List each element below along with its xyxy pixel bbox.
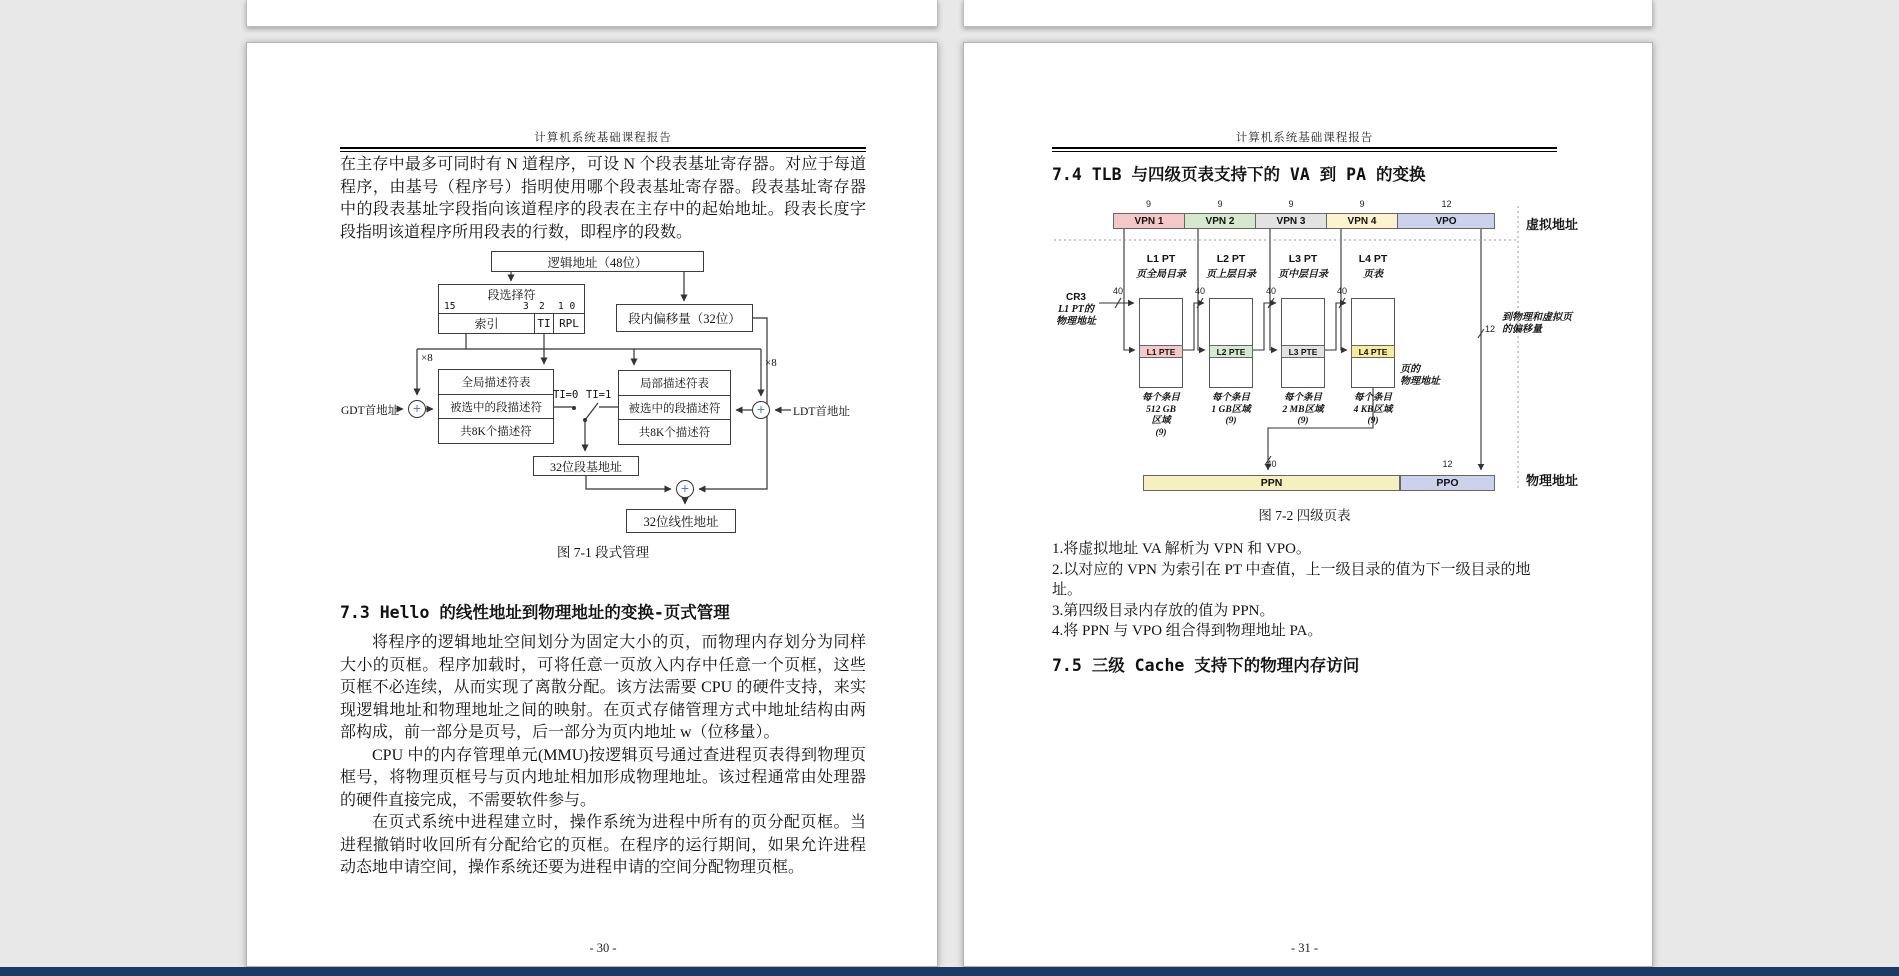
l3-pt-subtitle: 页中层目录: [1278, 269, 1328, 280]
caption-line: 4 KB区域: [1353, 404, 1393, 415]
ti1-label: TI=1: [586, 389, 612, 401]
l1-pt-title: L1 PT: [1146, 253, 1176, 265]
ppo-box: PPO: [1400, 475, 1495, 491]
previous-page-bottom-right: [963, 0, 1653, 27]
paragraph-page-frames: 在页式系统中进程建立时，操作系统为进程中所有的页分配页框。当进程撤销时收回所有分配给它的页框。在程序的运行期间，如果允许进程动态地申请空间，操作系统还要为进程申请的空间分配物理页框。: [340, 814, 866, 876]
gdt-table: [438, 369, 554, 444]
ppn-box: PPN: [1143, 475, 1400, 491]
cr3-line3: 物理地址: [1056, 316, 1096, 327]
l3-pt-title: L3 PT: [1288, 253, 1318, 265]
vpn1-box: VPN 1: [1113, 213, 1185, 229]
l4-pte-cell: L4 PTE: [1351, 345, 1395, 358]
bits40-l3: 40: [1265, 286, 1276, 296]
field-ti: TI: [534, 314, 554, 334]
adder-gdt: +: [408, 400, 426, 418]
l1-table-caption: [1126, 393, 1196, 439]
caption-line: 1 GB区域: [1211, 404, 1251, 415]
box-segment-base-address: 32位段基地址: [533, 456, 639, 476]
caption-line: (9): [1155, 427, 1167, 438]
paragraph-text: 在主存中最多可同时有 N 道程序，可设 N 个段表基址寄存器。对应于每道程序，由基号（程序号）指明使用哪个段表基址寄存器。段表基址寄存器中的段表基址字段指向该道程序的段表在主存中的起始地址。段表长度字段指明该道程序所用段表的行数，即程序的段数。: [340, 156, 866, 241]
section-7-3-body: [340, 632, 866, 880]
ppo-bits: 12: [1442, 459, 1453, 469]
figure-7-2-connectors: [1024, 198, 1644, 498]
paragraph-segment-registers: [340, 154, 866, 244]
vpn3-bits: 9: [1288, 199, 1294, 209]
times-8-left-label: ×8: [421, 352, 433, 364]
field-index: 索引: [474, 317, 499, 331]
page-number-30: - 30 -: [589, 941, 617, 955]
l2-pt-title: L2 PT: [1216, 253, 1246, 265]
gdt-row-title: 全局描述符表: [461, 376, 531, 389]
bit-label-15: 15: [444, 301, 456, 312]
figure-7-2-caption: 图 7-2 四级页表: [1258, 508, 1351, 523]
step-2: 2.以对应的 VPN 为索引在 PT 中查值，上一级目录的值为下一级目录的地址。: [1052, 561, 1531, 598]
adder-linear: +: [676, 480, 694, 498]
page-phys-line1: 页的: [1400, 364, 1420, 375]
caption-line: (9): [1297, 416, 1309, 426]
document-page-31: [963, 42, 1653, 967]
header-rule: [1052, 147, 1557, 152]
page-header-title: 计算机系统基础课程报告: [1235, 132, 1374, 144]
l4-table-caption: [1338, 393, 1408, 428]
cr3-note: [1052, 292, 1100, 328]
l2-pte-cell: L2 PTE: [1209, 345, 1253, 358]
box-segment-selector: [438, 284, 585, 334]
ldt-row-title: 局部描述符表: [640, 377, 709, 390]
previous-page-bottom-left: [246, 0, 938, 27]
heading-7-3: 7.3 Hello 的线性地址到物理地址的变换-页式管理: [340, 603, 730, 622]
step-3: 3.第四级目录内存放的值为 PPN。: [1052, 602, 1275, 619]
box-linear-address: 32位线性地址: [626, 509, 736, 533]
bits40-l2: 40: [1194, 286, 1205, 296]
caption-line: 每个条目: [1353, 393, 1392, 403]
ti0-label: TI=0: [553, 389, 579, 401]
caption-line: 512 GB: [1146, 404, 1176, 415]
page-phys-line2: 物理地址: [1400, 376, 1440, 387]
l3-pt-table: [1281, 298, 1325, 388]
figure-7-1-caption: 图 7-1 段式管理: [556, 545, 650, 560]
l3-table-caption: [1268, 393, 1338, 428]
document-page-30: [246, 42, 938, 967]
vpn1-bits: 9: [1145, 199, 1151, 209]
step-4: 4.将 PPN 与 VPO 组合得到物理地址 PA。: [1052, 623, 1323, 639]
physical-address-label: 物理地址: [1526, 473, 1579, 488]
bit-label-3: 3: [523, 301, 529, 312]
gdt-base-label: GDT首地址: [341, 405, 400, 417]
l2-pt-subtitle: 页上层目录: [1206, 269, 1256, 280]
ldt-table: [618, 370, 731, 445]
caption-line: 每个条目: [1141, 393, 1180, 403]
paragraph-paging-intro: 将程序的逻辑地址空间划分为固定大小的页，而物理内存划分为同样大小的页框。程序加载时，可将任意一页放入内存中任意一个页框，这些页框不必连续，从而实现了离散分配。该方法需要 CPU 的硬件支持，来实现逻辑地址和物理地址之间的映射。在页式存储管理方式中地址结构由两部构成，前一部分是页号，后一部分为页内地址 w（位移量）。: [340, 634, 866, 741]
header-rule: [340, 147, 866, 152]
segment-selector-title: 段选择符: [487, 288, 536, 302]
l2-pt-header: [1191, 253, 1271, 280]
paragraph-mmu: CPU 中的内存管理单元(MMU)按逻辑页号通过查进程页表得到物理页框号，将物理页框号与页内地址相加形成物理地址。该过程通常由处理器的硬件直接完成，不需要软件参与。: [340, 746, 866, 809]
l2-table-caption: [1196, 393, 1266, 428]
cr3-label: CR3: [1065, 292, 1086, 303]
translation-steps: [1052, 539, 1557, 642]
caption-line: 区域: [1151, 416, 1171, 426]
l1-pt-subtitle: 页全局目录: [1136, 269, 1186, 280]
caption-line: (9): [1225, 416, 1237, 426]
figure-7-1: [327, 243, 887, 543]
bit-label-1-0: 1 0: [558, 301, 576, 312]
adder-ldt: +: [752, 401, 770, 419]
offset-note: [1502, 312, 1572, 336]
l1-pte-cell: L1 PTE: [1139, 345, 1183, 358]
bit-label-2: 2: [539, 301, 545, 312]
times-8-right-label: ×8: [765, 357, 777, 369]
page-header-title: 计算机系统基础课程报告: [534, 132, 672, 144]
caption-line: (9): [1367, 416, 1379, 426]
bits40-cr3: 40: [1112, 286, 1123, 296]
l1-pt-table: [1139, 298, 1183, 388]
bottom-taskbar: [0, 967, 1899, 976]
offset-note-line2: 的偏移量: [1502, 324, 1542, 335]
vpo-bits: 12: [1441, 199, 1452, 209]
vpn2-bits: 9: [1217, 199, 1223, 209]
vpo-box: VPO: [1397, 213, 1495, 229]
l4-pt-header: [1333, 253, 1413, 280]
box-logical-address: 逻辑地址（48位）: [491, 251, 704, 272]
ppn-bits: 40: [1266, 459, 1277, 469]
virtual-address-label: 虚拟地址: [1526, 217, 1579, 232]
vpn2-box: VPN 2: [1184, 213, 1256, 229]
field-rpl: RPL: [559, 317, 579, 330]
ldt-row-count: 共8K个描述符: [619, 419, 730, 444]
vpn3-box: VPN 3: [1255, 213, 1327, 229]
ldt-base-label: LDT首地址: [793, 406, 850, 418]
heading-7-5: 7.5 三级 Cache 支持下的物理内存访问: [1052, 656, 1360, 675]
gdt-row-selected: 被选中的段描述符: [439, 394, 553, 419]
step-1: 1.将虚拟地址 VA 解析为 VPN 和 VPO。: [1052, 541, 1311, 557]
vpn4-bits: 9: [1359, 199, 1365, 209]
cr3-line2: L1 PT的: [1058, 304, 1094, 315]
vpn4-box: VPN 4: [1326, 213, 1398, 229]
heading-7-4: 7.4 TLB 与四级页表支持下的 VA 到 PA 的变换: [1052, 165, 1426, 184]
caption-line: 每个条目: [1211, 393, 1250, 403]
l3-pte-cell: L3 PTE: [1281, 345, 1325, 358]
l3-pt-header: [1263, 253, 1343, 280]
caption-line: 每个条目: [1283, 393, 1322, 403]
caption-line: 2 MB区域: [1282, 404, 1324, 415]
l4-pt-table: [1351, 298, 1395, 388]
figure-7-2: [1024, 198, 1644, 498]
page-physical-address-note: [1400, 364, 1440, 388]
l4-pt-title: L4 PT: [1358, 253, 1388, 265]
l4-pt-subtitle: 页表: [1363, 269, 1383, 280]
gdt-row-count: 共8K个描述符: [439, 418, 553, 443]
box-segment-offset: 段内偏移量（32位）: [616, 304, 753, 332]
bits40-l4: 40: [1336, 286, 1347, 296]
offset-note-line1: 到物理和虚拟页: [1502, 312, 1572, 323]
bits12-offset: 12: [1485, 324, 1496, 334]
l2-pt-table: [1209, 298, 1253, 388]
page-number-31: - 31 -: [1290, 941, 1319, 955]
ldt-row-selected: 被选中的段描述符: [619, 395, 730, 420]
l1-pt-header: [1121, 253, 1201, 280]
